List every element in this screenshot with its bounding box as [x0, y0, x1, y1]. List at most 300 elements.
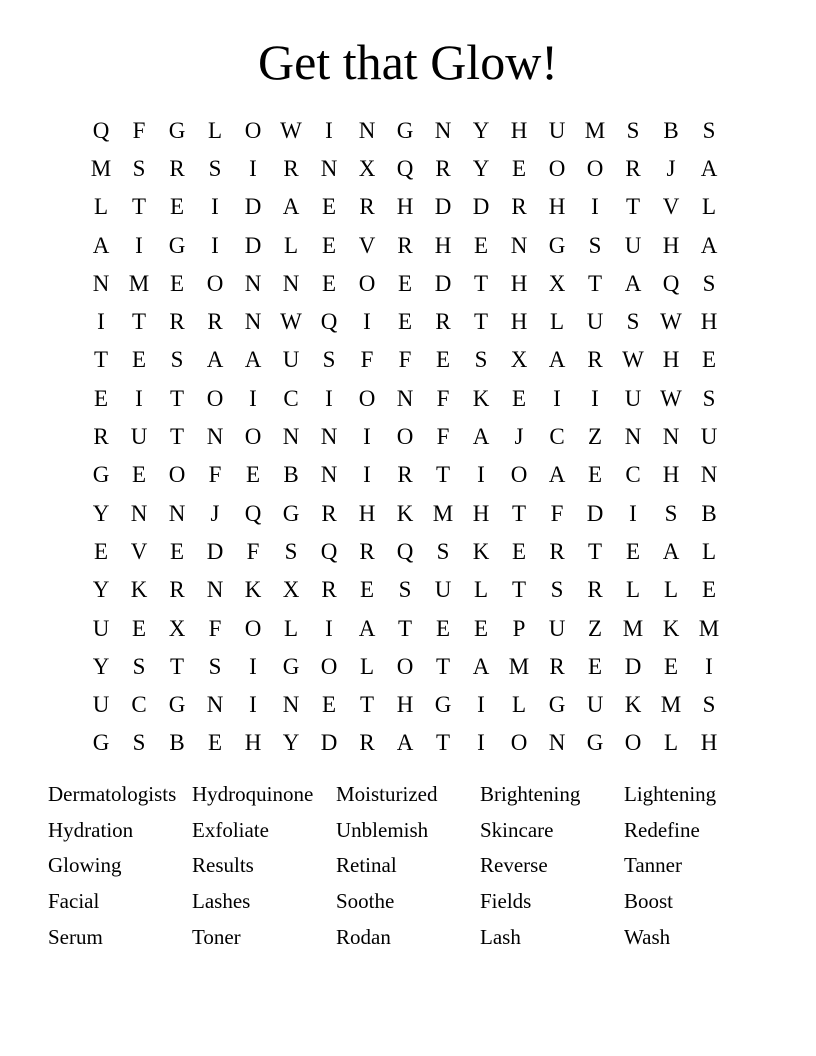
grid-cell: R	[169, 309, 185, 335]
grid-cell: S	[398, 577, 412, 603]
grid-cell: Q	[320, 538, 338, 564]
grid-cell: N	[548, 730, 566, 756]
grid-cell: E	[435, 347, 451, 373]
grid-cell: N	[700, 462, 718, 488]
grid-cell: T	[473, 309, 489, 335]
word-list-item: Boost	[624, 889, 674, 914]
grid-cell: S	[702, 385, 716, 411]
grid-cell: N	[320, 155, 338, 181]
grid-cell: W	[280, 117, 302, 143]
grid-cell: R	[397, 232, 413, 258]
grid-cell: U	[282, 347, 300, 373]
grid-cell: E	[131, 615, 147, 641]
grid-cell: Y	[92, 577, 110, 603]
grid-cell: A	[472, 653, 490, 679]
grid-cell: T	[169, 653, 185, 679]
grid-cell: K	[130, 577, 148, 603]
grid-cell: M	[698, 615, 720, 641]
grid-cell: G	[168, 232, 186, 258]
grid-cell: L	[283, 615, 299, 641]
grid-cell: R	[359, 538, 375, 564]
grid-cell: T	[131, 194, 147, 220]
letter-grid	[82, 111, 728, 762]
grid-cell: J	[210, 500, 220, 526]
grid-cell: G	[92, 462, 110, 488]
grid-cell: T	[587, 270, 603, 296]
grid-cell: K	[472, 538, 490, 564]
word-list-item: Tanner	[624, 853, 682, 878]
grid-cell: Y	[472, 117, 490, 143]
grid-cell: I	[477, 730, 485, 756]
grid-cell: A	[548, 462, 566, 488]
grid-cell: B	[663, 117, 679, 143]
grid-cell: A	[472, 424, 490, 450]
grid-cell: S	[664, 500, 678, 526]
grid-cell: F	[360, 347, 374, 373]
grid-cell: N	[282, 270, 300, 296]
grid-cell: R	[321, 500, 337, 526]
grid-cell: E	[131, 347, 147, 373]
grid-cell: M	[584, 117, 606, 143]
grid-cell: E	[701, 577, 717, 603]
grid-cell: D	[434, 270, 452, 296]
grid-cell: O	[586, 155, 604, 181]
grid-cell: E	[207, 730, 223, 756]
grid-cell: S	[702, 692, 716, 718]
word-list-item: Wash	[624, 924, 671, 949]
grid-cell: G	[92, 730, 110, 756]
grid-cell: F	[132, 117, 146, 143]
page-title: Get that Glow!	[258, 34, 558, 90]
grid-cell: N	[320, 462, 338, 488]
grid-cell: H	[510, 309, 528, 335]
grid-cell: L	[359, 653, 375, 679]
grid-cell: T	[131, 309, 147, 335]
word-list-item: Exfoliate	[192, 817, 269, 842]
grid-cell: R	[321, 577, 337, 603]
grid-cell: T	[587, 538, 603, 564]
grid-cell: N	[510, 232, 528, 258]
grid-cell: S	[132, 155, 146, 181]
grid-cell: L	[701, 538, 717, 564]
grid-cell: H	[700, 730, 718, 756]
grid-cell: H	[510, 270, 528, 296]
word-list	[48, 778, 768, 956]
grid-cell: T	[511, 577, 527, 603]
grid-cell: W	[280, 309, 302, 335]
grid-cell: S	[208, 155, 222, 181]
grid-cell: S	[436, 538, 450, 564]
word-list-item: Soothe	[336, 889, 395, 914]
grid-cell: M	[508, 653, 530, 679]
grid-cell: Q	[662, 270, 680, 296]
grid-cell: E	[245, 462, 261, 488]
grid-cell: N	[624, 424, 642, 450]
grid-cell: P	[512, 615, 526, 641]
grid-cell: V	[130, 538, 148, 564]
grid-cell: S	[132, 730, 146, 756]
grid-cell: L	[283, 232, 299, 258]
grid-cell: H	[548, 194, 566, 220]
grid-cell: O	[320, 653, 338, 679]
grid-cell: G	[586, 730, 604, 756]
word-list-item: Results	[192, 853, 254, 878]
grid-cell: U	[548, 117, 566, 143]
grid-cell: Y	[282, 730, 300, 756]
grid-cell: S	[588, 232, 602, 258]
grid-cell: D	[434, 194, 452, 220]
grid-cell: I	[477, 462, 485, 488]
grid-cell: Q	[396, 155, 414, 181]
grid-cell: O	[510, 462, 528, 488]
grid-cell: M	[660, 692, 682, 718]
grid-cell: B	[283, 462, 299, 488]
grid-cell: U	[434, 577, 452, 603]
grid-cell: L	[473, 577, 489, 603]
grid-cell: I	[249, 653, 257, 679]
grid-cell: O	[244, 615, 262, 641]
word-list-item: Glowing	[48, 853, 122, 878]
grid-cell: G	[434, 692, 452, 718]
grid-cell: S	[284, 538, 298, 564]
grid-cell: R	[169, 577, 185, 603]
word-list-item: Hydration	[48, 817, 134, 842]
grid-cell: N	[206, 692, 224, 718]
grid-cell: H	[700, 309, 718, 335]
grid-cell: T	[435, 653, 451, 679]
grid-cell: L	[625, 577, 641, 603]
grid-cell: H	[472, 500, 490, 526]
grid-cell: R	[587, 577, 603, 603]
grid-cell: J	[514, 424, 524, 450]
grid-cell: E	[321, 270, 337, 296]
grid-cell: I	[363, 309, 371, 335]
grid-cell: U	[700, 424, 718, 450]
grid-cell: I	[477, 692, 485, 718]
word-list-item: Fields	[480, 889, 532, 914]
grid-cell: D	[320, 730, 338, 756]
word-list-item: Serum	[48, 924, 103, 949]
grid-cell: Y	[92, 653, 110, 679]
grid-cell: O	[168, 462, 186, 488]
grid-cell: R	[359, 730, 375, 756]
grid-cell: Z	[587, 615, 603, 641]
grid-cell: M	[622, 615, 644, 641]
grid-cell: U	[624, 385, 642, 411]
grid-cell: J	[666, 155, 676, 181]
grid-cell: Q	[92, 117, 110, 143]
grid-cell: N	[282, 692, 300, 718]
grid-cell: C	[549, 424, 565, 450]
word-list-item: Hydroquinone	[192, 782, 314, 806]
word-list-item: Reverse	[480, 853, 548, 878]
grid-cell: K	[472, 385, 490, 411]
grid-cell: I	[591, 385, 599, 411]
grid-cell: R	[207, 309, 223, 335]
grid-cell: R	[169, 155, 185, 181]
grid-cell: Q	[244, 500, 262, 526]
grid-cell: X	[548, 270, 566, 296]
grid-cell: M	[432, 500, 454, 526]
grid-cell: E	[473, 232, 489, 258]
grid-cell: U	[586, 309, 604, 335]
grid-cell: X	[358, 155, 376, 181]
grid-cell: K	[396, 500, 414, 526]
grid-cell: T	[435, 462, 451, 488]
grid-cell: N	[244, 309, 262, 335]
grid-cell: V	[662, 194, 680, 220]
grid-cell: N	[168, 500, 186, 526]
grid-cell: S	[626, 309, 640, 335]
grid-cell: I	[211, 194, 219, 220]
grid-cell: B	[701, 500, 717, 526]
grid-cell: E	[169, 270, 185, 296]
grid-cell: E	[663, 653, 679, 679]
grid-cell: T	[169, 424, 185, 450]
grid-cell: G	[168, 117, 186, 143]
grid-cell: T	[511, 500, 527, 526]
word-list-item: Unblemish	[336, 817, 429, 842]
grid-cell: I	[591, 194, 599, 220]
grid-cell: E	[397, 309, 413, 335]
grid-cell: M	[128, 270, 150, 296]
word-list-item: Moisturized	[336, 782, 438, 806]
grid-cell: R	[511, 194, 527, 220]
grid-cell: T	[625, 194, 641, 220]
grid-cell: E	[587, 653, 603, 679]
grid-cell: F	[208, 462, 222, 488]
grid-cell: G	[282, 653, 300, 679]
grid-cell: A	[700, 155, 718, 181]
grid-cell: K	[624, 692, 642, 718]
grid-cell: F	[436, 385, 450, 411]
grid-cell: N	[434, 117, 452, 143]
word-list-item: Retinal	[336, 853, 397, 878]
grid-cell: U	[92, 615, 110, 641]
grid-cell: O	[510, 730, 528, 756]
grid-cell: I	[629, 500, 637, 526]
grid-cell: A	[358, 615, 376, 641]
grid-cell: N	[130, 500, 148, 526]
grid-cell: I	[249, 385, 257, 411]
grid-cell: W	[622, 347, 644, 373]
grid-cell: I	[135, 232, 143, 258]
grid-cell: T	[435, 730, 451, 756]
grid-cell: F	[208, 615, 222, 641]
grid-cell: O	[624, 730, 642, 756]
grid-cell: R	[359, 194, 375, 220]
grid-cell: S	[702, 117, 716, 143]
grid-cell: I	[363, 424, 371, 450]
grid-cell: X	[282, 577, 300, 603]
grid-cell: G	[168, 692, 186, 718]
grid-cell: R	[435, 155, 451, 181]
grid-cell: E	[169, 538, 185, 564]
word-list-item: Redefine	[624, 817, 700, 842]
grid-cell: I	[135, 385, 143, 411]
grid-cell: S	[550, 577, 564, 603]
grid-cell: B	[169, 730, 185, 756]
grid-cell: R	[549, 653, 565, 679]
word-list-item: Dermatologists	[48, 782, 177, 806]
word-list-item: Rodan	[336, 924, 391, 949]
grid-cell: S	[132, 653, 146, 679]
grid-cell: E	[397, 270, 413, 296]
grid-cell: X	[510, 347, 528, 373]
grid-cell: T	[169, 385, 185, 411]
grid-cell: D	[586, 500, 604, 526]
grid-cell: I	[363, 462, 371, 488]
grid-cell: C	[283, 385, 299, 411]
grid-cell: Q	[320, 309, 338, 335]
grid-cell: H	[358, 500, 376, 526]
grid-cell: N	[206, 424, 224, 450]
grid-cell: H	[244, 730, 262, 756]
grid-cell: E	[321, 692, 337, 718]
grid-cell: L	[701, 194, 717, 220]
grid-cell: I	[325, 117, 333, 143]
grid-cell: A	[206, 347, 224, 373]
grid-cell: O	[206, 270, 224, 296]
grid-cell: A	[282, 194, 300, 220]
grid-cell: K	[662, 615, 680, 641]
grid-cell: I	[705, 653, 713, 679]
grid-cell: X	[168, 615, 186, 641]
grid-cell: N	[206, 577, 224, 603]
grid-cell: U	[92, 692, 110, 718]
grid-cell: T	[359, 692, 375, 718]
grid-cell: R	[283, 155, 299, 181]
grid-cell: M	[90, 155, 112, 181]
grid-cell: S	[208, 653, 222, 679]
grid-cell: A	[700, 232, 718, 258]
grid-cell: D	[624, 653, 642, 679]
grid-cell: O	[244, 424, 262, 450]
grid-cell: N	[320, 424, 338, 450]
grid-cell: T	[473, 270, 489, 296]
grid-cell: W	[660, 309, 682, 335]
grid-cell: L	[663, 577, 679, 603]
grid-cell: R	[625, 155, 641, 181]
grid-cell: H	[662, 347, 680, 373]
word-list-item: Skincare	[480, 817, 554, 842]
grid-cell: S	[702, 270, 716, 296]
grid-cell: A	[396, 730, 414, 756]
grid-cell: F	[246, 538, 260, 564]
grid-cell: H	[396, 692, 414, 718]
grid-cell: F	[436, 424, 450, 450]
grid-cell: T	[93, 347, 109, 373]
grid-cell: A	[548, 347, 566, 373]
grid-cell: I	[553, 385, 561, 411]
grid-cell: O	[396, 653, 414, 679]
grid-cell: I	[249, 155, 257, 181]
grid-cell: A	[662, 538, 680, 564]
grid-cell: E	[587, 462, 603, 488]
grid-cell: G	[282, 500, 300, 526]
grid-cell: W	[660, 385, 682, 411]
grid-cell: E	[473, 615, 489, 641]
grid-cell: I	[97, 309, 105, 335]
grid-cell: L	[549, 309, 565, 335]
grid-cell: O	[358, 270, 376, 296]
grid-cell: O	[396, 424, 414, 450]
grid-cell: L	[207, 117, 223, 143]
word-list-item: Facial	[48, 889, 100, 914]
grid-cell: S	[474, 347, 488, 373]
grid-cell: N	[244, 270, 262, 296]
grid-cell: H	[662, 462, 680, 488]
grid-cell: H	[396, 194, 414, 220]
grid-cell: Z	[587, 424, 603, 450]
grid-cell: R	[435, 309, 451, 335]
grid-cell: O	[358, 385, 376, 411]
grid-cell: U	[624, 232, 642, 258]
grid-cell: R	[549, 538, 565, 564]
grid-cell: S	[322, 347, 336, 373]
grid-cell: R	[93, 424, 109, 450]
grid-cell: N	[282, 424, 300, 450]
grid-cell: U	[548, 615, 566, 641]
grid-cell: A	[244, 347, 262, 373]
grid-cell: N	[358, 117, 376, 143]
word-list-item: Toner	[192, 924, 241, 949]
word-list-item: Lash	[480, 924, 521, 949]
grid-cell: E	[511, 538, 527, 564]
grid-cell: L	[93, 194, 109, 220]
grid-cell: D	[244, 194, 262, 220]
grid-cell: V	[358, 232, 376, 258]
grid-cell: K	[244, 577, 262, 603]
word-list-item: Lashes	[192, 889, 251, 914]
grid-cell: C	[131, 692, 147, 718]
grid-cell: F	[550, 500, 564, 526]
grid-cell: E	[321, 194, 337, 220]
grid-cell: I	[325, 615, 333, 641]
grid-cell: D	[472, 194, 490, 220]
grid-cell: G	[396, 117, 414, 143]
grid-cell: E	[131, 462, 147, 488]
grid-cell: D	[206, 538, 224, 564]
grid-cell: H	[662, 232, 680, 258]
grid-cell: E	[93, 385, 109, 411]
grid-cell: E	[435, 615, 451, 641]
grid-cell: O	[548, 155, 566, 181]
grid-cell: G	[548, 692, 566, 718]
grid-cell: R	[397, 462, 413, 488]
grid-cell: A	[92, 232, 110, 258]
grid-cell: Q	[396, 538, 414, 564]
grid-cell: L	[511, 692, 527, 718]
grid-cell: O	[206, 385, 224, 411]
grid-cell: I	[325, 385, 333, 411]
grid-cell: E	[169, 194, 185, 220]
grid-cell: C	[625, 462, 641, 488]
grid-cell: E	[701, 347, 717, 373]
word-list-item: Brightening	[480, 782, 581, 806]
grid-cell: U	[130, 424, 148, 450]
grid-cell: I	[211, 232, 219, 258]
grid-cell: H	[434, 232, 452, 258]
grid-cell: E	[321, 232, 337, 258]
grid-cell: G	[548, 232, 566, 258]
grid-cell: E	[93, 538, 109, 564]
word-list-item: Lightening	[624, 782, 717, 806]
grid-cell: D	[244, 232, 262, 258]
grid-cell: I	[249, 692, 257, 718]
grid-cell: E	[625, 538, 641, 564]
grid-cell: E	[511, 385, 527, 411]
